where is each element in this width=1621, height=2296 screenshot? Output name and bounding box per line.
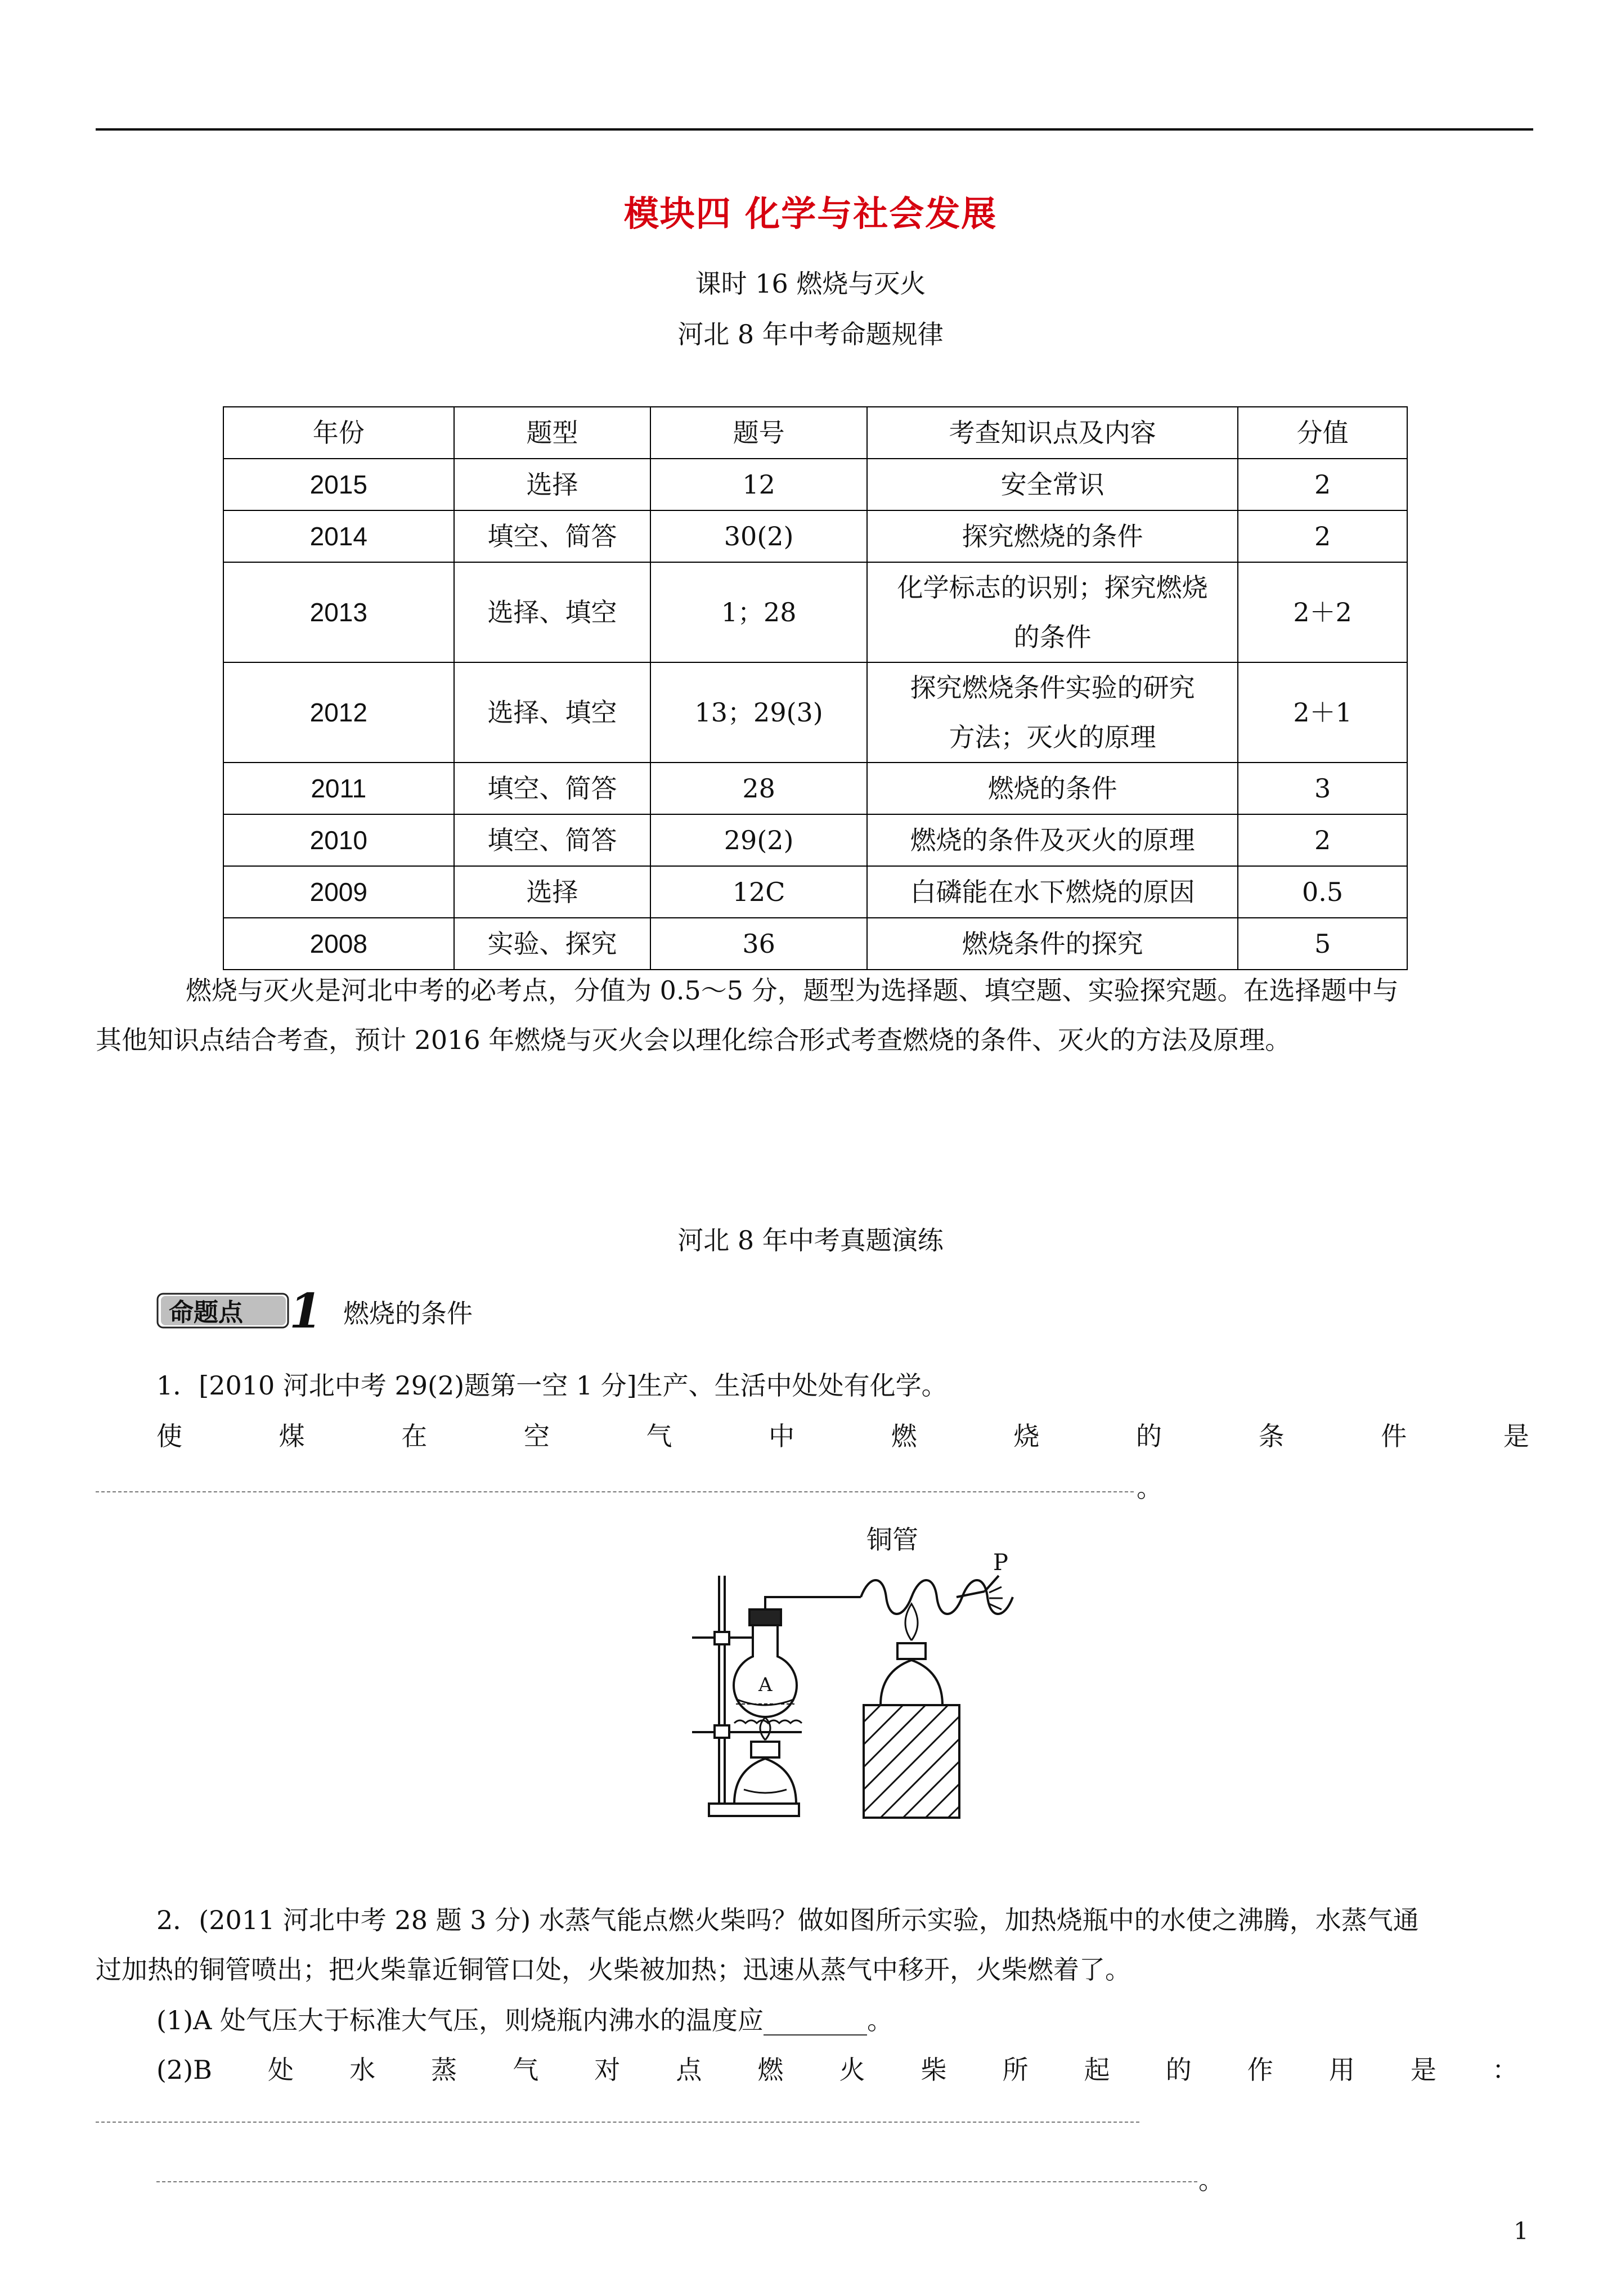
cell-year: 2010 [223,814,454,866]
cell-year: 2014 [223,510,454,562]
cell-score: 5 [1238,918,1407,970]
cell-number: 1；28 [650,562,867,662]
spread-char: 气 [513,2055,539,2085]
spread-char: 空 [523,1421,550,1451]
cell-year: 2009 [223,866,454,918]
exam-rule-table [223,406,1408,970]
cell-content-line: 探究燃烧的条件 [962,521,1143,551]
cell-content [867,662,1238,763]
question-2-line-1: 2．(2011 河北中考 28 题 3 分) 水蒸气能点燃火柴吗？做如图所示实验，加热烧瓶中的水使之沸腾，水蒸气通 [156,1905,1419,1935]
spread-char: 起 [1084,2055,1110,2085]
lesson-title: 课时 16 燃烧与灭火 [695,268,926,299]
spread-char: 使 [156,1421,182,1451]
page-number: 1 [1514,2217,1529,2245]
cell-number: 30(2) [650,510,867,562]
cell-type: 选择 [454,459,651,510]
experiment-apparatus-figure [681,1519,1030,1835]
spread-char: 在 [401,1421,428,1451]
cell-number: 29(2) [650,814,867,866]
spread-char: 所 [1002,2055,1029,2085]
cell-type: 选择、填空 [454,662,651,763]
topic-badge [156,1288,330,1331]
spread-char: 件 [1381,1421,1407,1451]
cell-year: 2012 [223,662,454,763]
cell-type: 填空、简答 [454,510,651,562]
header-year: 年份 [223,407,454,459]
cell-content [867,459,1238,510]
spread-char: 点 [676,2055,702,2085]
question-2-sub-2 [156,2045,1518,2095]
table-row [223,562,1407,662]
spread-char: 是 [1503,1421,1529,1451]
question-1-line-2 [156,1411,1529,1461]
table-row [223,459,1407,510]
cell-number: 12C [650,866,867,918]
cell-content [867,814,1238,866]
answer-blank-1[interactable] [96,1491,1134,1492]
cell-type: 选择、填空 [454,562,651,662]
answer-blank-2[interactable] [96,2122,1139,2123]
spread-char: 烧 [1013,1421,1040,1451]
answer-blank-3[interactable] [156,2181,1197,2182]
header-content: 考查知识点及内容 [867,407,1238,459]
cell-type: 填空、简答 [454,814,651,866]
summary-line-1: 燃烧与灭火是河北中考的必考点，分值为 0.5～5 分，题型为选择题、填空题、实验探究题。在选择题中与 [186,975,1399,1006]
table-row [223,814,1407,866]
cell-content-line: 方法；灭火的原理 [949,722,1156,752]
cell-year: 2008 [223,918,454,970]
spread-char: 是 [1410,2055,1436,2085]
header-score: 分值 [1238,407,1407,459]
cell-type: 填空、简答 [454,763,651,814]
header-type: 题型 [454,407,651,459]
cell-content-line: 的条件 [1013,622,1092,652]
cell-content [867,763,1238,814]
cell-type: 选择 [454,866,651,918]
summary-line-2: 其他知识点结合考查，预计 2016 年燃烧与灭火会以理化综合形式考查燃烧的条件、灭火的方法及原理。 [96,1025,1291,1055]
cell-score: 2 [1238,814,1407,866]
spread-char: ： [1492,2055,1518,2085]
cell-year: 2015 [223,459,454,510]
cell-type: 实验、探究 [454,918,651,970]
spread-char: 煤 [279,1421,305,1451]
spread-char: 的 [1136,1421,1162,1451]
cell-content-line: 安全常识 [1000,469,1104,500]
spread-char: 火 [839,2055,865,2085]
section-title-practice: 河北 8 年中考真题演练 [677,1225,944,1255]
cell-score: 2 [1238,459,1407,510]
cell-content [867,510,1238,562]
spread-char: 蒸 [431,2055,457,2085]
table-row [223,510,1407,562]
spread-char: (2)B [156,2055,212,2085]
cell-number: 13；29(3) [650,662,867,763]
topic-title: 燃烧的条件 [343,1298,473,1329]
cell-year: 2013 [223,562,454,662]
cell-number: 28 [650,763,867,814]
cell-score: 0.5 [1238,866,1407,918]
spread-char: 对 [594,2055,621,2085]
spread-char: 作 [1247,2055,1273,2085]
spread-char: 的 [1165,2055,1192,2085]
table-row [223,662,1407,763]
question-2-line-2: 过加热的铜管喷出；把火柴靠近铜管口处，火柴被加热；迅速从蒸气中移开，火柴燃着了。 [96,1954,1131,1985]
question-2-sub-1: (1)A 处气压大于标准大气压，则烧瓶内沸水的温度应________。 [156,2005,893,2035]
cell-number: 12 [650,459,867,510]
table-header-row [223,407,1407,459]
cell-score: 2＋2 [1238,562,1407,662]
spread-char: 燃 [757,2055,784,2085]
cell-score: 2 [1238,510,1407,562]
table-body [223,459,1407,970]
section-title-rules: 河北 8 年中考命题规律 [677,319,944,349]
cell-content-line: 燃烧的条件 [987,773,1117,804]
cell-content-line: 燃烧的条件及灭火的原理 [910,825,1195,855]
spread-char: 柴 [920,2055,947,2085]
cell-content-line: 探究燃烧条件实验的研究 [910,672,1195,703]
cell-score: 2＋1 [1238,662,1407,763]
cell-score: 3 [1238,763,1407,814]
spread-char: 处 [268,2055,294,2085]
spread-char: 燃 [891,1421,917,1451]
spread-char: 气 [646,1421,672,1451]
cell-year: 2011 [223,763,454,814]
label-p: P [993,1550,1008,1576]
spread-char: 条 [1258,1421,1285,1451]
label-a: A [758,1674,773,1696]
cell-content [867,866,1238,918]
label-copper-pipe: 铜管 [866,1524,918,1555]
cell-content-line: 白磷能在水下燃烧的原因 [910,877,1195,907]
page-title: 模块四 化学与社会发展 [623,193,998,234]
spread-char: 水 [349,2055,376,2085]
header-number: 题号 [650,407,867,459]
cell-content [867,562,1238,662]
question-1-end: 。 [1137,1473,1162,1503]
table-row [223,918,1407,970]
table-row [223,763,1407,814]
cell-content-line: 化学标志的识别；探究燃烧 [897,572,1208,603]
table-row [223,866,1407,918]
cell-content [867,918,1238,970]
question-1-line-1: 1．[2010 河北中考 29(2)题第一空 1 分]生产、生活中处处有化学。 [156,1370,948,1401]
cell-number: 36 [650,918,867,970]
spread-char: 中 [769,1421,795,1451]
spread-char: 用 [1328,2055,1355,2085]
badge-number: 1 [289,1288,322,1331]
badge-label: 命题点 [169,1298,243,1327]
question-2-end: 。 [1198,2165,1224,2195]
header-rule [96,128,1533,131]
cell-content-line: 燃烧条件的探究 [962,929,1143,959]
